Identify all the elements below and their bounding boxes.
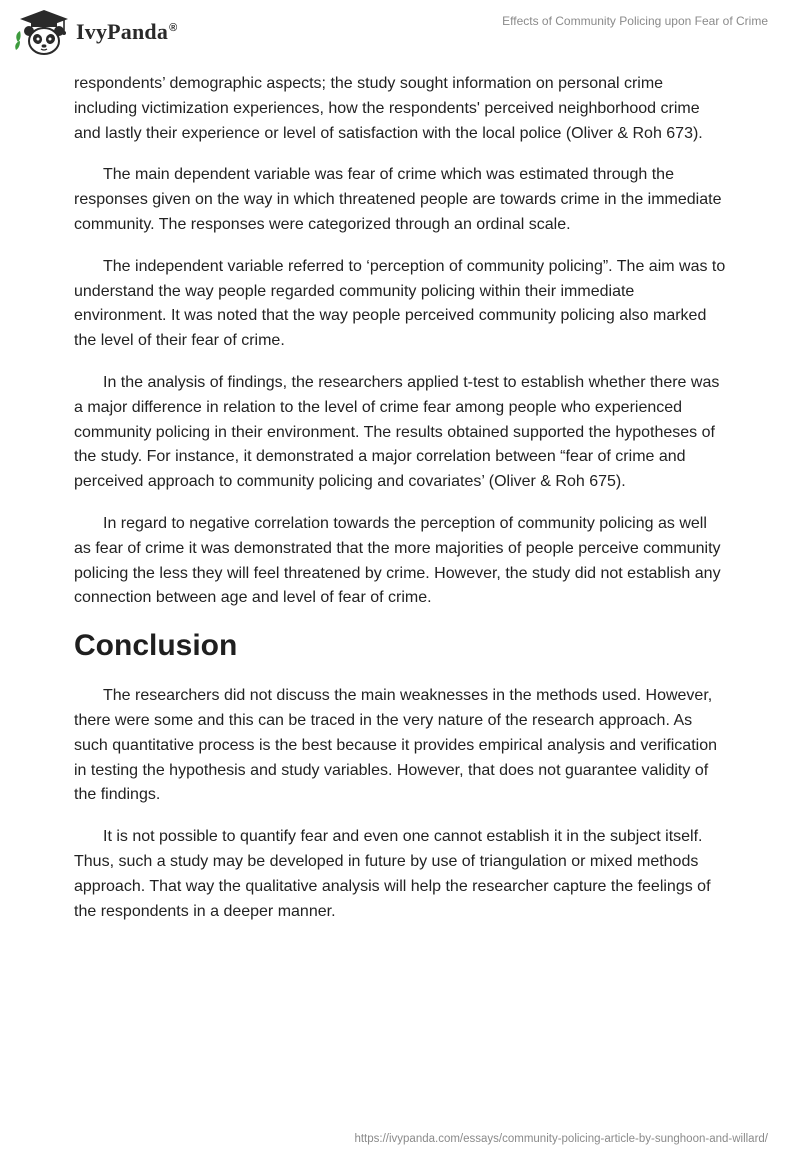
conclusion-heading: Conclusion	[74, 629, 238, 663]
registered-mark: ®	[169, 21, 178, 34]
document-title: Effects of Community Policing upon Fear of Crime	[502, 14, 768, 28]
paragraph: In regard to negative correlation towards the perception of community policing as well as fear of crime it was demonstrated that the more majorities of people perceive community policing the less they will feel threatened by crime. However, the study did not establish any connection between age and level of fear of crime.	[74, 514, 721, 607]
paragraph: The independent variable referred to ‘perception of community policing”. The aim was to understand the way people regarded community policing within their immediate environment. It was noted that the way people perceived community policing also marked the level of their fear of crime.	[74, 257, 726, 350]
panda-graduate-icon	[14, 8, 72, 56]
paragraph: It is not possible to quantify fear and even one cannot establish it in the subject itself. Thus, such a study may be developed in future by use of triangulation or mixed methods approach. That way the qualitative analysis will help the researcher capture the feelings of the respondents in a deeper manner.	[74, 828, 711, 920]
brand-name: IvyPanda®	[76, 19, 178, 44]
paragraph: The researchers did not discuss the main weaknesses in the methods used. However, there were some and this can be traced in the very nature of the research approach. As such quantitative process is the best because it provides empirical analysis and verification in testing the hypothesis and study variables. However, that does not guarantee validity of the findings.	[74, 687, 717, 804]
source-url-link[interactable]: https://ivypanda.com/essays/community-policing-article-by-sunghoon-and-willard/	[354, 1133, 768, 1145]
ivypanda-logo[interactable]	[14, 8, 177, 56]
paragraph: respondents’ demographic aspects; the study sought information on personal crime including victimization experiences, how the respondents' perceived neighborhood crime and lastly their experience or level of satisfaction with the local police (Oliver & Roh 673).	[74, 75, 703, 142]
paragraph: In the analysis of findings, the researchers applied t-test to establish whether there was a major difference in relation to the level of crime fear among people who experienced community policing in their environment. The results obtained supported the hypotheses of the study. For instance, it demonstrated a major correlation between “fear of crime and perceived approach to community policing and covariates’ (Oliver & Roh 675).	[74, 373, 720, 491]
page-header	[0, 0, 800, 70]
essay-body	[74, 72, 726, 941]
paragraph: The main dependent variable was fear of crime which was estimated through the responses given on the way in which threatened people are towards crime in the immediate community. The responses were categorized through an ordinal scale.	[74, 166, 722, 233]
